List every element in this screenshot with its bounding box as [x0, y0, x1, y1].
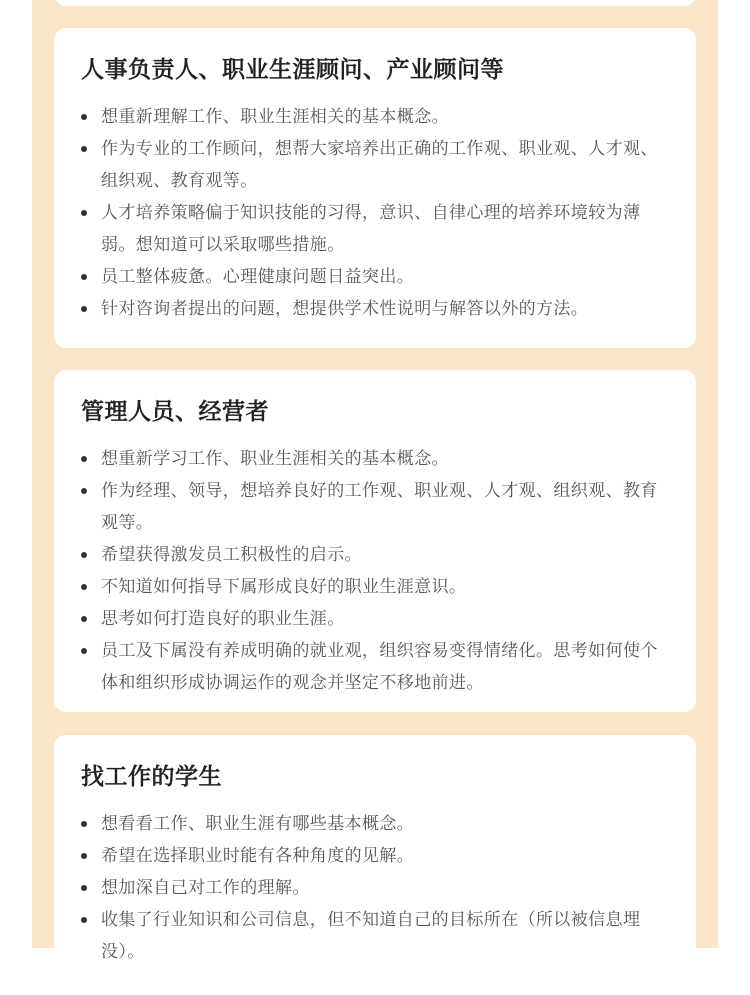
list-item: 思考如何打造良好的职业生涯。 [81, 603, 670, 635]
card-title: 管理人员、经营者 [81, 399, 269, 425]
list-item: 员工整体疲惫。心理健康问题日益突出。 [81, 261, 670, 293]
card-title: 找工作的学生 [81, 764, 222, 790]
list-item: 希望获得激发员工积极性的启示。 [81, 539, 670, 571]
list-item: 收集了行业知识和公司信息，但不知道自己的目标所在（所以被信息埋没）。 [81, 904, 670, 968]
list-item: 不知道如何指导下属形成良好的职业生涯意识。 [81, 571, 670, 603]
card-managers [54, 370, 696, 712]
bullet-list [81, 101, 670, 325]
list-item: 人才培养策略偏于知识技能的习得，意识、自律心理的培养环境较为薄弱。想知道可以采取哪些措施。 [81, 197, 670, 261]
list-item: 希望在选择职业时能有各种角度的见解。 [81, 840, 670, 872]
list-item: 针对咨询者提出的问题，想提供学术性说明与解答以外的方法。 [81, 293, 670, 325]
bullet-list [81, 808, 670, 968]
previous-card-bottom [54, 0, 696, 6]
list-item: 想看看工作、职业生涯有哪些基本概念。 [81, 808, 670, 840]
list-item: 作为专业的工作顾问，想帮大家培养出正确的工作观、职业观、人才观、组织观、教育观等。 [81, 133, 670, 197]
bullet-list [81, 443, 670, 699]
list-item: 作为经理、领导，想培养良好的工作观、职业观、人才观、组织观、教育观等。 [81, 475, 670, 539]
list-item: 想重新学习工作、职业生涯相关的基本概念。 [81, 443, 670, 475]
card-job-seeking-students [54, 735, 696, 995]
list-item: 想重新理解工作、职业生涯相关的基本概念。 [81, 101, 670, 133]
list-item: 想加深自己对工作的理解。 [81, 872, 670, 904]
card-hr-consultants [54, 28, 696, 348]
card-title: 人事负责人、职业生涯顾问、产业顾问等 [81, 57, 504, 83]
list-item: 员工及下属没有养成明确的就业观，组织容易变得情绪化。思考如何使个体和组织形成协调运作的观念并坚定不移地前进。 [81, 635, 670, 699]
